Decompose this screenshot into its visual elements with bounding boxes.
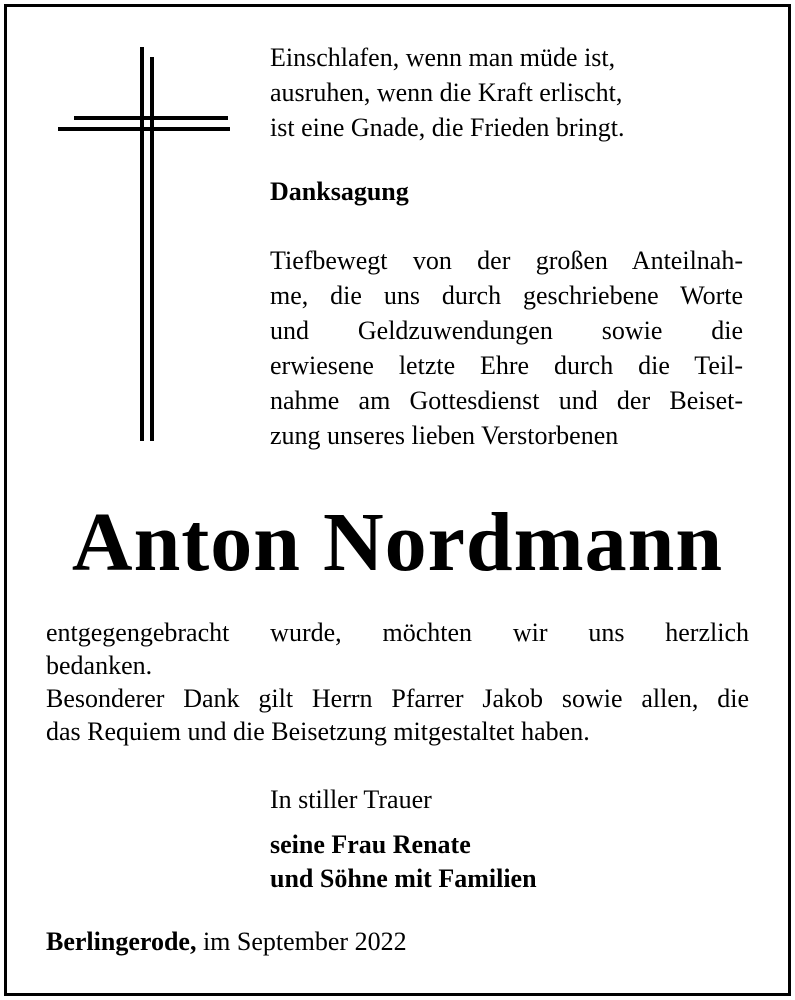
deceased-name: Anton Nordmann bbox=[71, 496, 724, 589]
paragraph-line: erwiesene letzte Ehre durch die Teil- bbox=[270, 351, 743, 380]
heading-danksagung: Danksagung bbox=[270, 177, 409, 206]
body-line: das Requiem und die Beisetzung mitgestaltet haben. bbox=[46, 717, 590, 746]
body-line: bedanken. bbox=[46, 651, 153, 680]
place: Berlingerode, bbox=[46, 927, 197, 956]
verse-line: Einschlafen, wenn man müde ist, bbox=[270, 43, 616, 72]
verse-line: ausruhen, wenn die Kraft erlischt, bbox=[270, 78, 623, 107]
date: im September 2022 bbox=[202, 927, 407, 956]
verse-line: ist eine Gnade, die Frieden bringt. bbox=[270, 113, 625, 142]
body-line: Besonderer Dank gilt Herrn Pfarrer Jakob sowie allen, die bbox=[46, 684, 749, 713]
signers bbox=[270, 828, 537, 896]
paragraph-line: me, die uns durch geschriebene Worte bbox=[270, 281, 743, 310]
signer-line: seine Frau Renate bbox=[270, 830, 471, 859]
paragraph-line: und Geldzuwendungen sowie die bbox=[270, 316, 743, 345]
signer-line: und Söhne mit Familien bbox=[270, 864, 537, 893]
thanks-paragraph bbox=[270, 243, 743, 453]
paragraph-line: Tiefbewegt von der großen Anteilnah- bbox=[270, 246, 743, 275]
verse bbox=[270, 40, 625, 145]
body-line: entgegengebracht wurde, möchten wir uns herzlich bbox=[46, 618, 749, 647]
place-date bbox=[46, 927, 407, 957]
body-text bbox=[46, 616, 749, 748]
paragraph-line: zung unseres lieben Verstorbenen bbox=[270, 421, 619, 450]
closing-text: In stiller Trauer bbox=[270, 785, 432, 814]
paragraph-line: nahme am Gottesdienst und der Beiset- bbox=[270, 386, 743, 415]
